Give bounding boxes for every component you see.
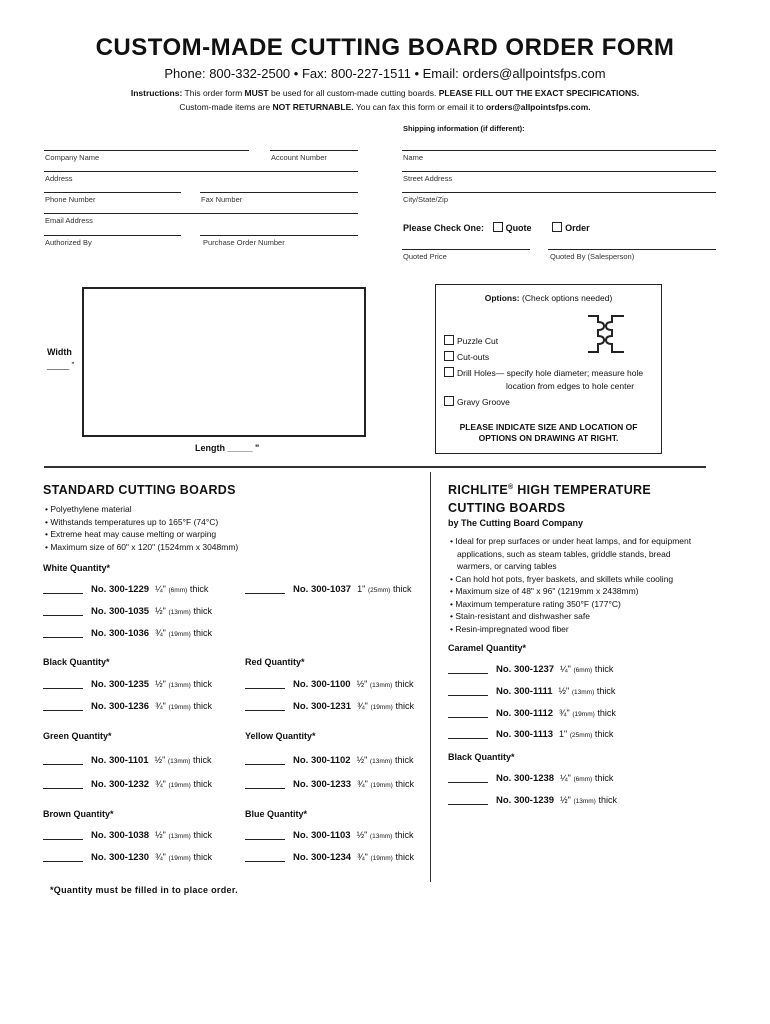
thickness-mm: (6mm) — [573, 667, 593, 674]
quoted-by-label: Quoted By (Salesperson) — [550, 252, 635, 261]
drill-holes-continued: location from edges to hole center — [506, 381, 635, 391]
quantity-input[interactable] — [43, 839, 83, 840]
quote-option[interactable] — [493, 223, 532, 233]
thickness-mm: (6mm) — [573, 776, 593, 783]
options-note-box — [436, 422, 661, 444]
thickness-suffix: thick — [394, 755, 414, 765]
thickness-suffix: thick — [193, 852, 212, 862]
product-row — [43, 628, 212, 639]
quantity-input[interactable] — [448, 695, 488, 696]
quantity-footnote: *Quantity must be filled in to place order. — [50, 885, 238, 895]
section-divider — [44, 466, 706, 468]
thickness-mm: (13mm) — [167, 758, 191, 765]
company-label: Company Name — [45, 153, 100, 162]
instructions-line-1 — [0, 88, 770, 98]
thickness: ¾" — [559, 708, 570, 718]
product-number: No. 300-1231 — [293, 701, 352, 712]
product-number: No. 300-1112 — [496, 708, 554, 719]
product-number: No. 300-1239 — [496, 795, 555, 806]
shipping-heading: Shipping information (if different): — [403, 124, 525, 133]
product-number: No. 300-1111 — [496, 686, 553, 697]
thickness-suffix: thick — [594, 773, 614, 783]
option-label: Drill Holes— specify hole diameter; measure hole — [457, 368, 644, 378]
product-row — [448, 686, 615, 697]
options-note-2: OPTIONS ON DRAWING AT RIGHT. — [478, 433, 619, 443]
thickness-suffix: thick — [598, 795, 617, 805]
product-row — [43, 606, 212, 617]
product-row — [245, 584, 411, 595]
standard-bullet: • Polyethylene material — [45, 504, 132, 514]
thickness-mm: (13mm) — [168, 682, 191, 689]
quantity-input[interactable] — [43, 593, 83, 594]
thickness-mm: (25mm) — [367, 587, 391, 594]
thickness-suffix: thick — [594, 664, 614, 674]
options-list — [444, 333, 643, 410]
instr-must: MUST — [244, 88, 269, 98]
product-number: No. 300-1235 — [91, 679, 150, 690]
standard-bullet: • Maximum size of 60" x 120" (1524mm x 3048mm) — [45, 541, 239, 552]
quantity-input[interactable] — [43, 788, 83, 789]
thickness-mm: (13mm) — [369, 758, 393, 765]
product-number: No. 300-1102 — [293, 755, 351, 766]
richlite-heading-2: CUTTING BOARDS — [448, 501, 566, 515]
account-label: Account Number — [271, 153, 327, 162]
thickness-mm: (6mm) — [168, 587, 188, 594]
product-number: No. 300-1238 — [496, 773, 555, 784]
po-field[interactable] — [200, 235, 358, 236]
standard-heading: STANDARD CUTTING BOARDS — [43, 483, 236, 497]
richlite-bullets — [450, 535, 691, 635]
quote-checkbox[interactable] — [493, 222, 503, 232]
thickness-suffix: thick — [394, 679, 414, 689]
thickness-suffix: thick — [193, 606, 212, 616]
richlite-bullet: applications, such as steam tables, griddle stands, bread — [457, 548, 671, 559]
product-row — [448, 729, 613, 740]
product-number: No. 300-1229 — [91, 584, 150, 595]
thickness-suffix: thick — [193, 830, 212, 840]
black-quantity-label: Black Quantity* — [43, 657, 110, 667]
option-gravy-groove[interactable] — [444, 394, 643, 410]
thickness-mm: (19mm) — [168, 704, 191, 711]
order-option[interactable] — [552, 223, 590, 233]
thickness: ½" — [356, 755, 368, 765]
thickness: ¾" — [357, 701, 368, 711]
registered-mark: ® — [508, 483, 514, 491]
options-note-1: PLEASE INDICATE SIZE AND LOCATION OF — [459, 422, 638, 432]
richlite-heading-1 — [448, 483, 651, 497]
options-note: (Check options needed) — [522, 293, 613, 303]
richlite-heading-rest: HIGH TEMPERATURE — [513, 483, 652, 497]
product-number: No. 300-1113 — [496, 729, 554, 740]
standard-bullet: • Extreme heat may cause melting or warping — [45, 529, 217, 539]
thickness-suffix: thick — [193, 779, 212, 789]
thickness: ¾" — [155, 701, 166, 711]
product-number: No. 300-1036 — [91, 628, 150, 639]
product-number: No. 300-1035 — [91, 606, 150, 617]
quantity-input[interactable] — [43, 688, 83, 689]
thickness: ¼" — [560, 773, 571, 783]
check-one-label: Please Check One: — [403, 223, 485, 233]
product-number: No. 300-1038 — [91, 830, 150, 841]
check-one-row — [403, 222, 590, 233]
gravy-groove-checkbox[interactable] — [444, 396, 454, 406]
product-row — [245, 830, 413, 841]
fax-label: Fax Number — [201, 195, 243, 204]
thickness-suffix: thick — [192, 755, 212, 765]
phone-label: Phone Number — [45, 195, 96, 204]
thickness-mm: (19mm) — [168, 855, 191, 862]
yellow-quantity-label: Yellow Quantity* — [245, 731, 316, 741]
puzzle-cut-checkbox[interactable] — [444, 335, 454, 345]
quantity-input[interactable] — [245, 593, 285, 594]
quantity-input[interactable] — [448, 738, 488, 739]
quantity-input[interactable] — [245, 764, 285, 765]
thickness-suffix: thick — [395, 701, 414, 711]
thickness-suffix: thick — [594, 729, 614, 739]
product-row — [245, 701, 414, 712]
thickness-suffix: thick — [596, 686, 616, 696]
quantity-input[interactable] — [245, 788, 285, 789]
quantity-input[interactable] — [43, 710, 83, 711]
thickness: ½" — [154, 755, 166, 765]
options-heading-row — [436, 293, 661, 303]
options-heading: Options: — [484, 293, 520, 303]
richlite-byline: by The Cutting Board Company — [448, 518, 583, 528]
option-label: Cut-outs — [457, 352, 490, 362]
quantity-input[interactable] — [43, 615, 83, 616]
blue-quantity-label: Blue Quantity* — [245, 809, 308, 819]
drill-holes-checkbox[interactable] — [444, 367, 454, 377]
ship-street-label: Street Address — [403, 174, 453, 183]
quantity-input[interactable] — [245, 861, 285, 862]
richlite-bullet: • Maximum temperature rating 350°F (177°C) — [450, 598, 621, 609]
product-row — [448, 708, 616, 719]
product-row — [43, 584, 208, 595]
instructions-line-2 — [0, 102, 770, 112]
quantity-input[interactable] — [448, 673, 488, 674]
product-number: No. 300-1232 — [91, 779, 150, 790]
instr-exact: PLEASE FILL OUT THE EXACT SPECIFICATIONS. — [438, 88, 640, 98]
white-quantity-label: White Quantity* — [43, 563, 110, 573]
product-number: No. 300-1103 — [293, 830, 351, 841]
address-field[interactable] — [44, 171, 358, 172]
thickness-mm: (19mm) — [370, 782, 393, 789]
width-label: Width — [47, 347, 72, 357]
richlite-bullet: • Ideal for prep surfaces or under heat lamps, and for equipment — [450, 536, 692, 546]
quantity-input[interactable] — [43, 764, 83, 765]
cut-outs-checkbox[interactable] — [444, 351, 454, 361]
product-number: No. 300-1233 — [293, 779, 352, 790]
thickness-mm: (19mm) — [370, 704, 393, 711]
instr-email: orders@allpointsfps.com. — [485, 102, 591, 112]
product-row — [448, 773, 613, 784]
green-quantity-label: Green Quantity* — [43, 731, 112, 741]
option-puzzle-cut[interactable] — [444, 333, 643, 349]
instr-a: This order form — [184, 88, 243, 98]
brown-quantity-label: Brown Quantity* — [43, 809, 114, 819]
thickness-suffix: thick — [392, 584, 412, 594]
richlite-bullet: • Resin-impregnated wood fiber — [450, 623, 569, 634]
thickness: ¾" — [357, 852, 368, 862]
product-row — [245, 852, 414, 863]
options-box — [435, 284, 662, 454]
thickness: ½" — [155, 830, 166, 840]
richlite-bullet: • Maximum size of 48" x 96" (1219mm x 2438mm) — [450, 586, 639, 596]
thickness: ½" — [356, 830, 368, 840]
standard-bullet: • Withstands temperatures up to 165°F (74°C) — [45, 516, 219, 527]
ship-city-label: City/State/Zip — [403, 195, 449, 204]
po-label: Purchase Order Number — [203, 238, 285, 247]
instr-noreturn: NOT RETURNABLE. — [272, 102, 354, 112]
authorized-field[interactable] — [44, 235, 181, 236]
thickness: ¼" — [560, 664, 571, 674]
ship-city-field[interactable] — [402, 192, 716, 193]
thickness: ½" — [155, 679, 166, 689]
thickness-mm: (19mm) — [168, 782, 191, 789]
product-row — [43, 679, 212, 690]
address-label: Address — [45, 174, 73, 183]
richlite-bullet: • Stain-resistant and dishwasher safe — [450, 611, 590, 621]
quantity-input[interactable] — [43, 861, 83, 862]
thickness-mm: (19mm) — [168, 631, 191, 638]
thickness-suffix: thick — [193, 628, 212, 638]
thickness-mm: (19mm) — [370, 855, 393, 862]
fax-field[interactable] — [200, 192, 358, 193]
product-row — [245, 755, 413, 766]
thickness-suffix: thick — [193, 701, 212, 711]
thickness: 1" — [559, 729, 568, 739]
quote-label: Quote — [505, 223, 532, 233]
authorized-label: Authorized By — [45, 238, 92, 247]
richlite-bullet: warmers, or carving tables — [457, 561, 557, 571]
thickness-mm: (13mm) — [573, 798, 596, 805]
product-number: No. 300-1101 — [91, 755, 149, 766]
product-row — [43, 830, 212, 841]
thickness-suffix: thick — [395, 852, 414, 862]
thickness: ½" — [155, 606, 166, 616]
quantity-input[interactable] — [43, 637, 83, 638]
instr-d: You can fax this form or email it to — [355, 102, 484, 112]
thickness-mm: (19mm) — [572, 711, 595, 718]
thickness-suffix: thick — [394, 830, 414, 840]
thickness: ¼" — [155, 584, 166, 594]
form-title: CUSTOM-MADE CUTTING BOARD ORDER FORM — [95, 34, 675, 61]
thickness: ½" — [560, 795, 571, 805]
contact-line: Phone: 800-332-2500 • Fax: 800-227-1511 • Email: orders@allpointsfps.com — [164, 66, 606, 81]
product-row — [43, 779, 212, 790]
richlite-black-quantity-label: Black Quantity* — [448, 752, 515, 762]
quoted-price-field[interactable] — [402, 249, 530, 250]
richlite-brand: RICHLITE — [448, 483, 509, 497]
thickness: 1" — [357, 584, 366, 594]
email-field[interactable] — [44, 213, 358, 214]
product-row — [448, 795, 617, 806]
thickness-suffix: thick — [597, 708, 616, 718]
quoted-by-field[interactable] — [548, 249, 716, 250]
product-number: No. 300-1230 — [91, 852, 150, 863]
order-label: Order — [565, 223, 590, 233]
option-cut-outs[interactable] — [444, 349, 643, 365]
product-row — [43, 755, 211, 766]
thickness-suffix: thick — [189, 584, 209, 594]
phone-field[interactable] — [44, 192, 181, 193]
richlite-bullet: • Can hold hot pots, fryer baskets, and skillets while cooling — [450, 573, 674, 584]
length-label[interactable]: Length _____ " — [195, 443, 260, 453]
drawing-area[interactable] — [82, 287, 366, 437]
instructions-label: Instructions: — [130, 88, 183, 98]
quantity-input[interactable] — [448, 804, 488, 805]
standard-bullets — [45, 503, 238, 553]
thickness-mm: (25mm) — [569, 732, 593, 739]
product-number: No. 300-1100 — [293, 679, 351, 690]
account-field[interactable] — [270, 150, 358, 151]
instr-b: be used for all custom-made cutting boards. — [271, 88, 437, 98]
company-field[interactable] — [44, 150, 249, 151]
column-divider — [430, 472, 431, 882]
thickness-mm: (13mm) — [168, 833, 191, 840]
email-label: Email Address — [45, 216, 93, 225]
product-number: No. 300-1234 — [293, 852, 352, 863]
quantity-input[interactable] — [448, 782, 488, 783]
width-blank[interactable]: _____ " — [47, 361, 75, 370]
thickness-mm: (13mm) — [369, 833, 393, 840]
quoted-price-label: Quoted Price — [403, 252, 447, 261]
order-checkbox[interactable] — [552, 222, 562, 232]
ship-name-field[interactable] — [402, 150, 716, 151]
thickness: ¾" — [155, 852, 166, 862]
option-label: Gravy Groove — [457, 397, 510, 407]
product-row — [43, 701, 212, 712]
thickness-mm: (13mm) — [168, 609, 191, 616]
product-row — [245, 779, 414, 790]
thickness-suffix: thick — [193, 679, 212, 689]
ship-name-label: Name — [403, 153, 424, 162]
thickness: ½" — [356, 679, 368, 689]
thickness: ¾" — [357, 779, 368, 789]
product-number: No. 300-1236 — [91, 701, 150, 712]
product-number: No. 300-1037 — [293, 584, 352, 595]
product-row — [245, 679, 413, 690]
thickness-mm: (13mm) — [571, 689, 595, 696]
quantity-input[interactable] — [245, 839, 285, 840]
quantity-input[interactable] — [245, 710, 285, 711]
quantity-input[interactable] — [448, 717, 488, 718]
thickness: ½" — [558, 686, 570, 696]
product-row — [448, 664, 613, 675]
product-number: No. 300-1237 — [496, 664, 555, 675]
thickness-suffix: thick — [395, 779, 414, 789]
red-quantity-label: Red Quantity* — [245, 657, 305, 667]
thickness: ¾" — [155, 628, 166, 638]
instr-c: Custom-made items are — [179, 102, 271, 112]
thickness-mm: (13mm) — [369, 682, 393, 689]
option-label: Puzzle Cut — [457, 336, 499, 346]
product-row — [43, 852, 212, 863]
quantity-input[interactable] — [245, 688, 285, 689]
thickness: ¾" — [155, 779, 166, 789]
caramel-quantity-label: Caramel Quantity* — [448, 643, 527, 653]
ship-street-field[interactable] — [402, 171, 716, 172]
